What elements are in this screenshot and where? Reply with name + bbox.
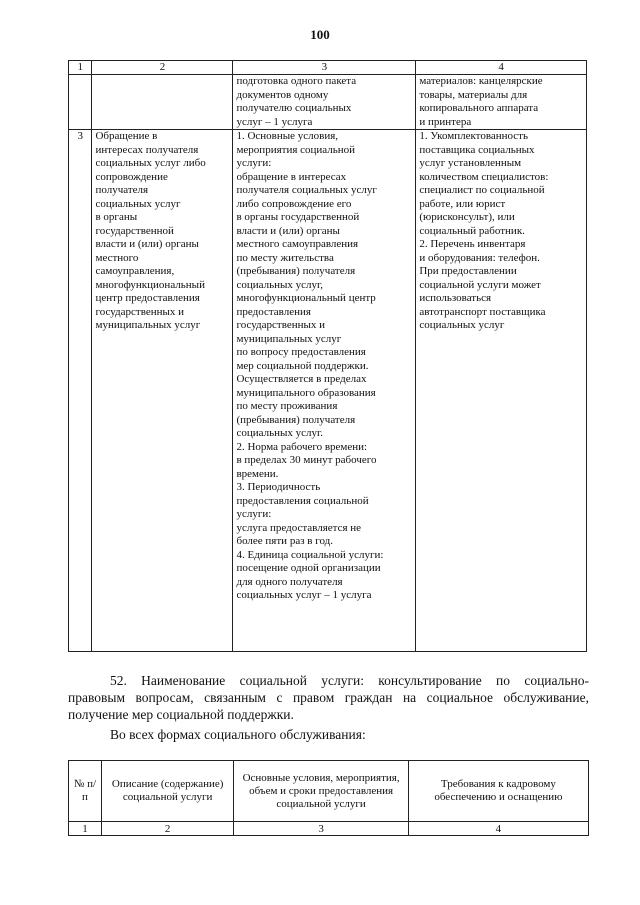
page-number: 100	[310, 27, 330, 42]
cell-text-line: услуги:	[236, 508, 272, 520]
cell-text-line: посещение одной организации	[236, 562, 381, 574]
cell-text-line: работе, или юрист	[419, 197, 506, 210]
cell-text-line: копировального аппарата	[419, 102, 539, 114]
cell-text-line: услуг установленным	[419, 157, 522, 169]
cell-text-line: поставщика социальных	[419, 143, 535, 156]
cell-text-line: социальных услуг либо	[95, 157, 206, 169]
cell-text-line: (пребывания) получателя	[236, 413, 356, 426]
cell-empty	[92, 75, 233, 130]
cell-text-line: местного самоуправления	[236, 238, 359, 250]
column-number-4: 4	[416, 61, 587, 75]
row-number: 3	[69, 130, 92, 652]
cell-text-line: государственных и	[95, 305, 185, 318]
paragraph-line: 52. Наименование социальной услуги: консультирование по социально-	[110, 673, 589, 688]
cell-text-line: и принтера	[419, 115, 472, 128]
cell-text-line: Обращение в	[95, 130, 158, 142]
cell-text-line: по месту проживания	[236, 400, 338, 412]
service-description	[92, 130, 233, 652]
cell-text-line: 2. Норма рабочего времени:	[236, 440, 368, 453]
cell-text-line: государственной	[95, 224, 174, 237]
column-number-3: 3	[233, 61, 416, 75]
cell-text-line: многофункциональный	[95, 278, 205, 291]
cell-text-line: власти и (или) органы	[236, 224, 340, 237]
table-header-row	[69, 761, 589, 822]
cell-text-line: социальных услуг	[419, 319, 505, 331]
cell-text-line: использоваться	[419, 292, 492, 304]
cell-text-line: товары, материалы для	[419, 88, 528, 101]
table-column-numbers	[69, 61, 587, 75]
column-number-4: 4	[408, 822, 588, 836]
continuation-conditions	[233, 75, 416, 130]
cell-text-line: При предоставлении	[419, 265, 517, 277]
cell-text-line: получателя социальных услуг	[236, 184, 377, 196]
cell-text-line: сопровождение	[95, 170, 168, 183]
cell-text-line: 1. Укомплектованность	[419, 130, 529, 142]
cell-text-line: самоуправления,	[95, 265, 175, 277]
cell-text-line: либо сопровождение его	[236, 197, 352, 210]
paragraph-line: правовым вопросам, связанным с правом граждан на социальное обслуживание,	[68, 690, 589, 705]
cell-text-line: предоставления	[236, 305, 311, 318]
service-requirements	[416, 130, 587, 652]
cell-text-line: социальных услуг	[95, 197, 181, 210]
paragraph-line: получение мер социальной поддержки.	[68, 707, 294, 722]
cell-text-line: в пределах 30 минут рабочего	[236, 454, 377, 466]
service-forms-note: Во всех формах социального обслуживания:	[110, 727, 366, 742]
cell-empty	[69, 75, 92, 130]
service-52-table	[68, 760, 589, 836]
cell-text-line: (пребывания) получателя	[236, 265, 356, 277]
cell-text-line: документов одному	[236, 88, 329, 101]
cell-text-line: времени.	[236, 467, 279, 480]
cell-text-line: многофункциональный центр	[236, 292, 376, 304]
service-52-title	[68, 672, 589, 723]
header-number: № п/п	[69, 761, 102, 822]
services-table	[68, 60, 587, 652]
column-number-2: 2	[101, 822, 234, 836]
cell-text-line: получателю социальных	[236, 102, 352, 114]
cell-text-line: мероприятия социальной	[236, 143, 356, 156]
cell-text-line: местного	[95, 251, 139, 264]
cell-text-line: количеством специалистов:	[419, 170, 549, 183]
cell-text-line: специалист по социальной	[419, 184, 545, 196]
cell-text-line: в органы государственной	[236, 211, 360, 223]
column-number-1: 1	[69, 822, 102, 836]
cell-text-line: 3. Периодичность	[236, 481, 321, 493]
column-number-3: 3	[234, 822, 408, 836]
cell-text-line: материалов: канцелярские	[419, 75, 543, 87]
cell-text-line: в органы	[95, 211, 138, 223]
cell-text-line: автотранспорт поставщика	[419, 305, 546, 318]
cell-text-line: по месту жительства	[236, 251, 334, 264]
cell-text-line: 2. Перечень инвентаря	[419, 238, 526, 250]
cell-text-line: социальных услуг.	[236, 427, 324, 439]
header-requirements: Требования к кадровому обеспечению и оснащению	[408, 761, 588, 822]
table-row-continuation	[69, 75, 587, 130]
cell-text-line: социальных услуг – 1 услуга	[236, 589, 372, 601]
cell-text-line: социальной услуги может	[419, 278, 541, 291]
cell-text-line: муниципального образования	[236, 386, 376, 399]
cell-text-line: предоставления социальной	[236, 494, 369, 507]
service-conditions	[233, 130, 416, 652]
table-row-3	[69, 130, 587, 652]
cell-text-line: и оборудования: телефон.	[419, 251, 540, 264]
cell-text-line: социальных услуг,	[236, 278, 324, 291]
header-description: Описание (содержание) социальной услуги	[101, 761, 234, 822]
cell-text-line: услуга предоставляется не	[236, 521, 362, 534]
cell-text-line: (юрисконсульт), или	[419, 211, 515, 223]
cell-text-line: центр предоставления	[95, 292, 200, 304]
cell-text-line: интересах получателя	[95, 143, 199, 156]
cell-text-line: Осуществляется в пределах	[236, 373, 367, 385]
table-column-numbers	[69, 822, 589, 836]
cell-text-line: 4. Единица социальной услуги:	[236, 548, 384, 561]
column-number-1: 1	[69, 61, 92, 75]
cell-text-line: обращение в интересах	[236, 170, 347, 183]
cell-text-line: услуг – 1 услуга	[236, 115, 313, 128]
cell-text-line: муниципальных услуг	[95, 319, 201, 331]
cell-text-line: подготовка одного пакета	[236, 75, 357, 87]
cell-text-line: социальный работник.	[419, 224, 525, 237]
cell-text-line: более пяти раз в год.	[236, 535, 334, 547]
cell-text-line: мер социальной поддержки.	[236, 359, 369, 372]
cell-text-line: 1. Основные условия,	[236, 130, 339, 142]
cell-text-line: власти и (или) органы	[95, 238, 199, 250]
cell-text-line: услуги:	[236, 157, 272, 169]
cell-text-line: получателя	[95, 184, 149, 196]
column-number-2: 2	[92, 61, 233, 75]
cell-text-line: муниципальных услуг	[236, 332, 342, 345]
header-conditions: Основные условия, мероприятия, объем и сроки предоставления социальной услуги	[234, 761, 408, 822]
continuation-requirements	[416, 75, 587, 130]
cell-text-line: по вопросу предоставления	[236, 346, 366, 358]
cell-text-line: государственных и	[236, 319, 326, 331]
cell-text-line: для одного получателя	[236, 575, 343, 588]
